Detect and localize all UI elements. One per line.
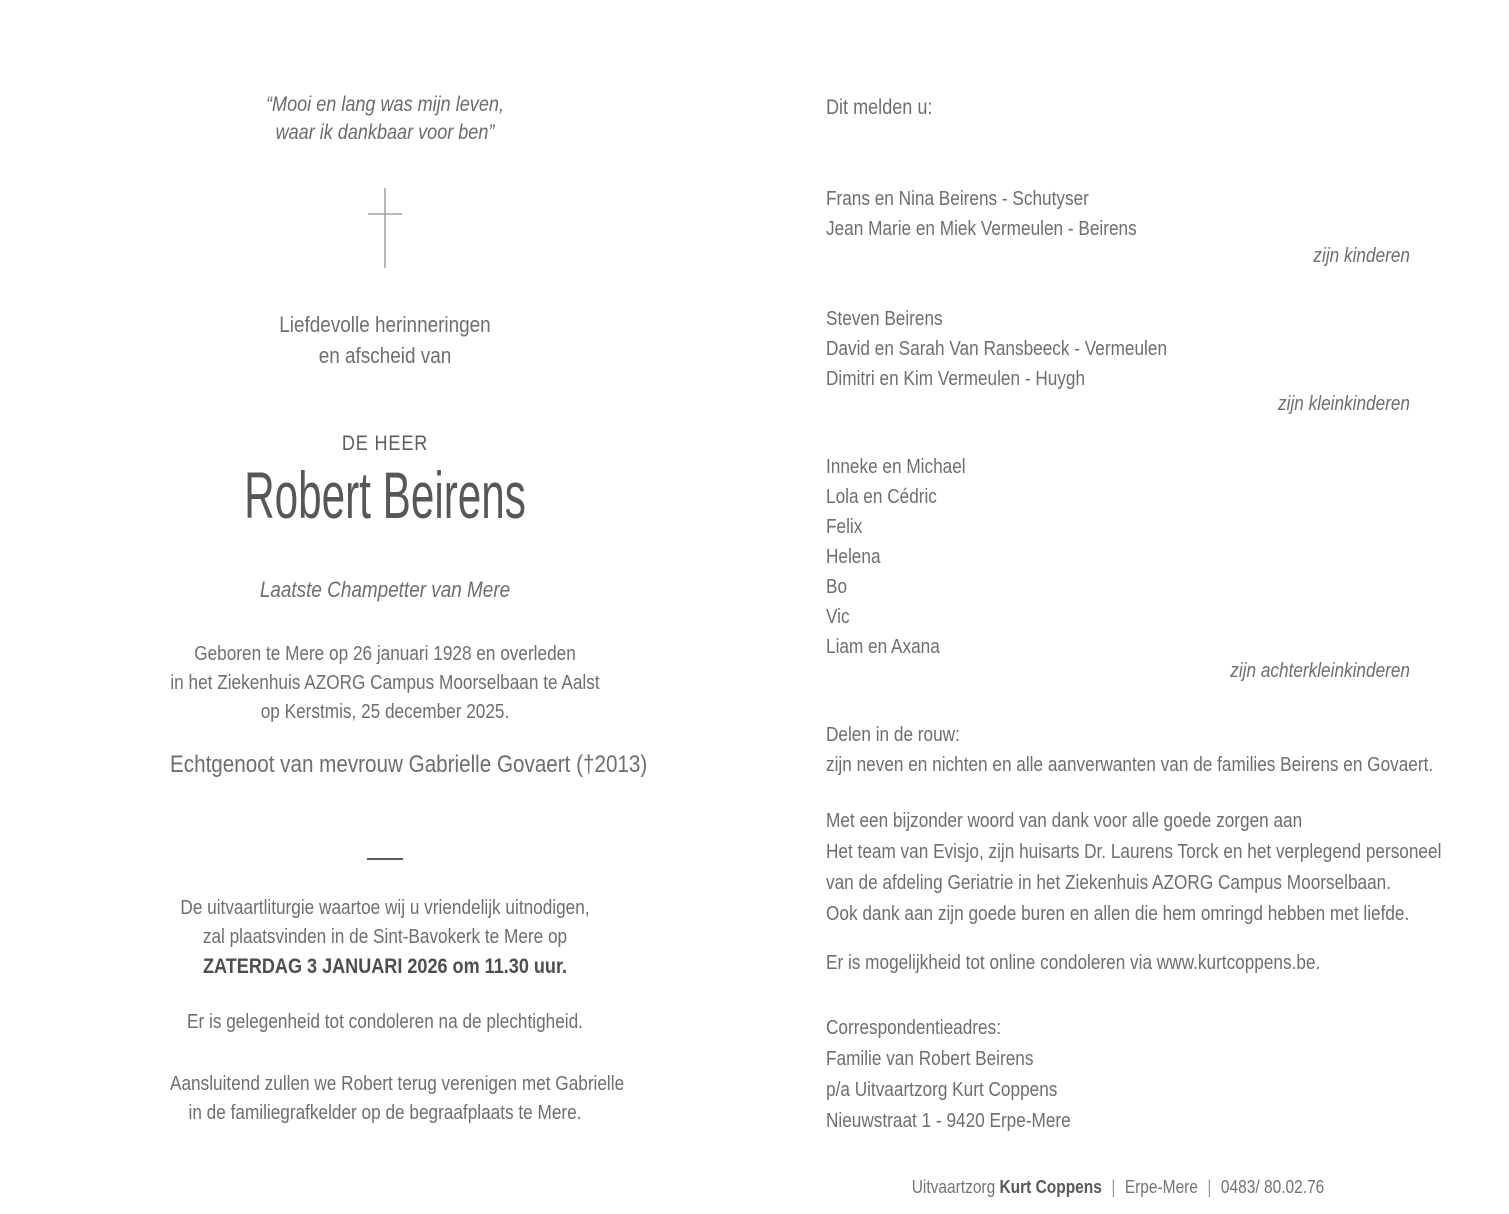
- text-line: David en Sarah Van Ransbeeck - Vermeulen: [826, 338, 1168, 360]
- text-line: waar ik dankbaar voor ben”: [275, 121, 495, 144]
- text-line: Helena: [826, 546, 881, 568]
- text-line: Dimitri en Kim Vermeulen - Huygh: [826, 368, 1086, 390]
- text-line: Ook dank aan zijn goede buren en allen die hem omringd hebben met liefde.: [826, 903, 1410, 925]
- text-line: Delen in de rouw:: [826, 724, 960, 746]
- correspondence-address: [826, 1013, 1328, 1137]
- text-line: Het team van Evisjo, zijn huisarts Dr. Laurens Torck en het verplegend personeel: [826, 841, 1442, 863]
- funeral-home-footer: [867, 1177, 1369, 1198]
- memorial-quote: [170, 91, 600, 147]
- text-line: p/a Uitvaartzorg Kurt Coppens: [826, 1079, 1058, 1101]
- divider: [135, 847, 635, 865]
- text-line: Bo: [826, 576, 848, 598]
- grandchildren-label: zijn kleinkinderen: [1278, 393, 1410, 415]
- footer-separator: |: [1111, 1177, 1116, 1197]
- text-line: en afscheid van: [318, 343, 452, 368]
- honorific: DE HEER: [341, 432, 429, 455]
- text-line: Frans en Nina Beirens - Schutyser: [826, 188, 1089, 210]
- text-line: van de afdeling Geriatrie in het Ziekenhuis AZORG Campus Moorselbaan.: [826, 872, 1392, 894]
- condolence-note: Er is gelegenheid tot condoleren na de plechtigheid.: [187, 1011, 583, 1033]
- footer-separator: |: [1207, 1177, 1212, 1197]
- deceased-subtitle: Laatste Champetter van Mere: [259, 577, 511, 602]
- great-grandchildren-names: [826, 452, 1328, 662]
- deceased-name: Robert Beirens: [244, 458, 526, 532]
- children-names: [826, 184, 1328, 244]
- text-line: Correspondentieadres:: [826, 1017, 1001, 1039]
- footer-brand: Kurt Coppens: [999, 1177, 1102, 1197]
- online-condolence-line: Er is mogelijkheid tot online condoleren via www.kurtcoppens.be.: [826, 952, 1321, 974]
- text-line: Liefdevolle herinneringen: [279, 312, 491, 337]
- text-line: Aansluitend zullen we Robert terug verenigen met Gabrielle: [170, 1073, 625, 1095]
- text-line: zal plaatsvinden in de Sint-Bavokerk te Mere op: [202, 926, 568, 948]
- text-line: Liam en Axana: [826, 636, 940, 658]
- text-line: zijn neven en nichten en alle aanverwanten van de families Beirens en Govaert.: [826, 754, 1434, 776]
- service-info: [170, 894, 600, 981]
- text-line: Steven Beirens: [826, 308, 943, 330]
- footer-location: Erpe-Mere: [1124, 1177, 1198, 1197]
- footer-phone: 0483/ 80.02.76: [1220, 1177, 1325, 1197]
- grandchildren-names: [826, 304, 1328, 394]
- text-line: De uitvaartliturgie waartoe wij u vriendelijk uitnodigen,: [180, 897, 590, 919]
- text-line: Met een bijzonder woord van dank voor alle goede zorgen aan: [826, 810, 1303, 832]
- text-line: Familie van Robert Beirens: [826, 1048, 1034, 1070]
- text-line: Geboren te Mere op 26 januari 1928 en overleden: [194, 643, 576, 665]
- text-line: Inneke en Michael: [826, 456, 966, 478]
- thanks-text: [826, 806, 1442, 930]
- text-line: in de familiegrafkelder op de begraafplaats te Mere.: [188, 1102, 582, 1124]
- footer-prefix: Uitvaartzorg: [911, 1177, 996, 1197]
- text-line: Jean Marie en Miek Vermeulen - Beirens: [826, 218, 1137, 240]
- mourning-text: [826, 720, 1434, 780]
- text-line: in het Ziekenhuis AZORG Campus Moorselbaan te Aalst: [170, 672, 600, 694]
- children-label: zijn kinderen: [1313, 245, 1410, 267]
- text-line: Lola en Cédric: [826, 486, 937, 508]
- spouse-line: Echtgenoot van mevrouw Gabrielle Govaert (†2013): [170, 751, 648, 778]
- service-date: ZATERDAG 3 JANUARI 2026 om 11.30 uur.: [203, 955, 567, 978]
- text-line: “Mooi en lang was mijn leven,: [266, 93, 504, 116]
- announcement-header: Dit melden u:: [826, 96, 933, 119]
- great-grandchildren-label: zijn achterkleinkinderen: [1230, 660, 1410, 682]
- cross-icon: [135, 186, 635, 270]
- intro-text: [170, 309, 600, 371]
- text-line: Nieuwstraat 1 - 9420 Erpe-Mere: [826, 1110, 1071, 1132]
- text-line: Felix: [826, 516, 863, 538]
- text-line: op Kerstmis, 25 december 2025.: [260, 701, 510, 723]
- life-dates: [170, 640, 600, 727]
- burial-info: [170, 1070, 625, 1128]
- text-line: Vic: [826, 606, 850, 628]
